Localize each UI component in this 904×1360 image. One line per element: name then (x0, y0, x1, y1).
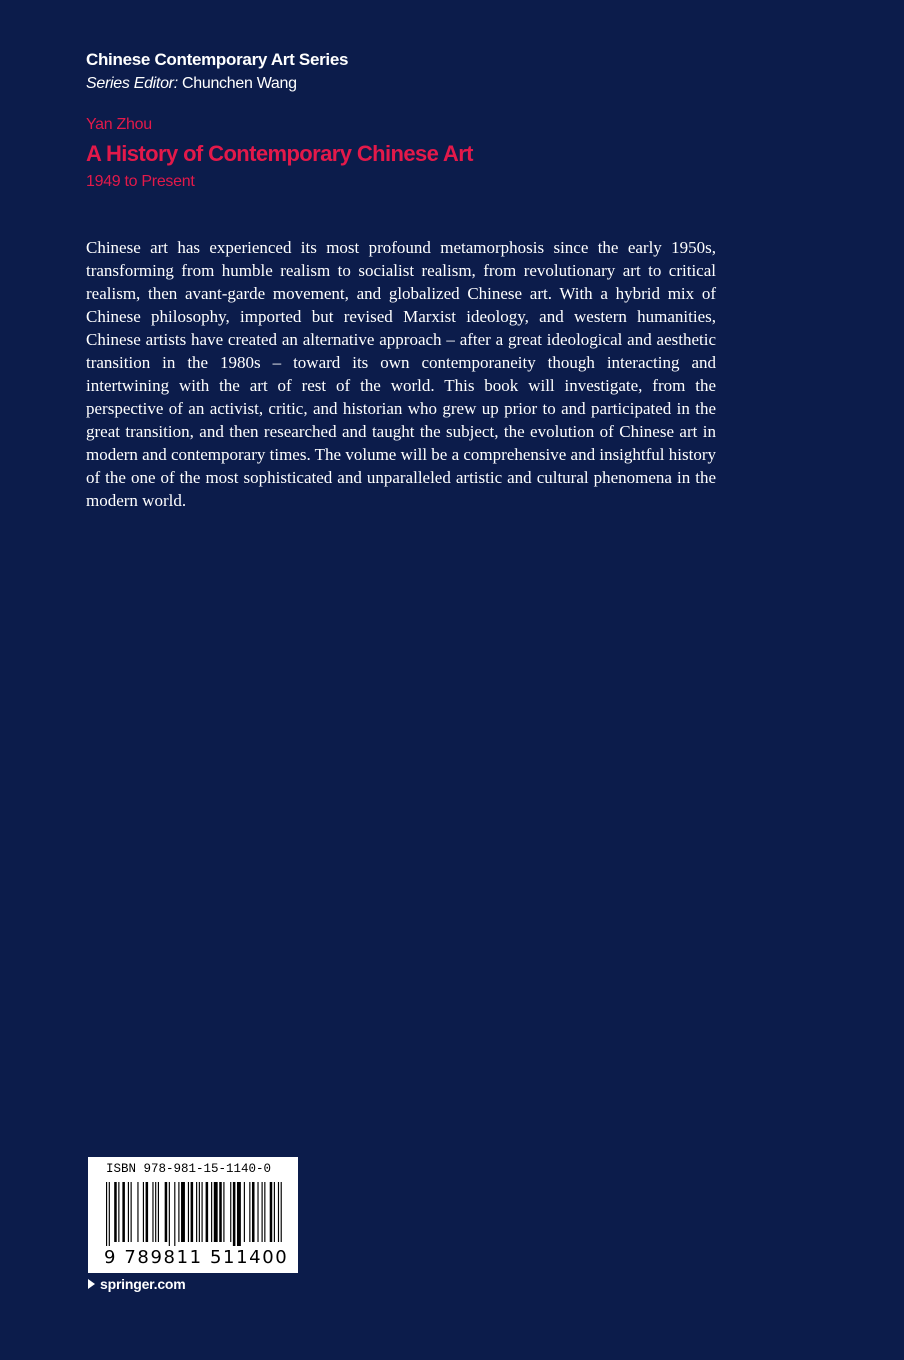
barcode-bar (281, 1182, 282, 1242)
book-title: A History of Contemporary Chinese Art (86, 141, 473, 166)
barcode-bar (202, 1182, 203, 1242)
arrow-right-icon (88, 1279, 95, 1289)
barcode-bar (146, 1182, 149, 1242)
barcode-bar (114, 1182, 117, 1242)
series-info (86, 48, 348, 96)
barcode-bar (122, 1182, 125, 1242)
series-editor (86, 72, 348, 96)
book-info (86, 113, 473, 193)
book-author: Yan Zhou (86, 116, 152, 133)
series-editor-label: Series Editor: (86, 75, 178, 92)
barcode-bar (274, 1182, 275, 1242)
isbn-label: ISBN 978-981-15-1140-0 (106, 1162, 272, 1176)
barcode-bar (109, 1182, 110, 1246)
barcode-bar (219, 1182, 222, 1242)
barcode-bar (223, 1182, 224, 1242)
barcode-bar (264, 1182, 265, 1242)
barcode-bar (178, 1182, 179, 1242)
isbn-barcode (88, 1157, 298, 1273)
publisher-url[interactable]: springer.com (100, 1276, 186, 1292)
barcode-bar (118, 1182, 119, 1242)
barcode-bar (233, 1182, 236, 1246)
series-title: Chinese Contemporary Art Series (86, 50, 349, 69)
barcode-bar (174, 1182, 175, 1246)
barcode-bar (206, 1182, 209, 1242)
barcode-bar (155, 1182, 156, 1242)
book-subtitle: 1949 to Present (86, 173, 195, 190)
barcode-bar (152, 1182, 153, 1242)
barcode-digits: 9 789811 511400 (104, 1247, 289, 1268)
barcode-bar (237, 1182, 241, 1246)
barcode-bar (106, 1182, 107, 1246)
barcode-bar (131, 1182, 132, 1242)
barcode-bar (249, 1182, 250, 1242)
barcode-bar (188, 1182, 189, 1242)
barcode-bar (196, 1182, 197, 1242)
barcode-bar (230, 1182, 231, 1242)
barcode-bar (262, 1182, 263, 1242)
barcode-bar (143, 1182, 144, 1242)
barcode-bar (181, 1182, 185, 1242)
publisher-link[interactable] (88, 1276, 186, 1292)
barcode-bar (158, 1182, 159, 1242)
barcode-bar (165, 1182, 168, 1242)
barcode-bar (191, 1182, 194, 1242)
barcode-bar (169, 1182, 170, 1246)
barcode-bar (211, 1182, 212, 1242)
barcode-bar (244, 1182, 245, 1242)
barcode-bar (199, 1182, 200, 1242)
barcode-bar (270, 1182, 273, 1242)
series-editor-name: Chunchen Wang (182, 75, 297, 92)
barcode-bar (257, 1182, 258, 1242)
book-blurb: Chinese art has experienced its most profound metamorphosis since the early 1950s, transforming from humble realism to socialist realism, from revolutionary art to critical realism, then avant-garde movement, and globalized Chinese art. With a hybrid mix of Chinese philosophy, imported but revised Marxist ideology, and western humanities, Chinese artists have created an alternative approach – after a great ideological and aesthetic transition in the 1980s – toward its own contemporaneity though interacting and intertwining with the art of rest of the world. This book will investigate, from the perspective of an activist, critic, and historian who grew up prior to and participated in the great transition, and then researched and taught the subject, the evolution of Chinese art in modern and contemporary times. The volume will be a comprehensive and insightful history of the one of the most sophisticated and unparalleled artistic and cultural phenomena in the modern world. (86, 238, 716, 510)
barcode-bar (137, 1182, 138, 1242)
barcode-bar (214, 1182, 218, 1242)
barcode-bar (128, 1182, 129, 1242)
barcode-bars (106, 1182, 282, 1246)
barcode-bar (278, 1182, 279, 1242)
barcode-bar (252, 1182, 255, 1242)
